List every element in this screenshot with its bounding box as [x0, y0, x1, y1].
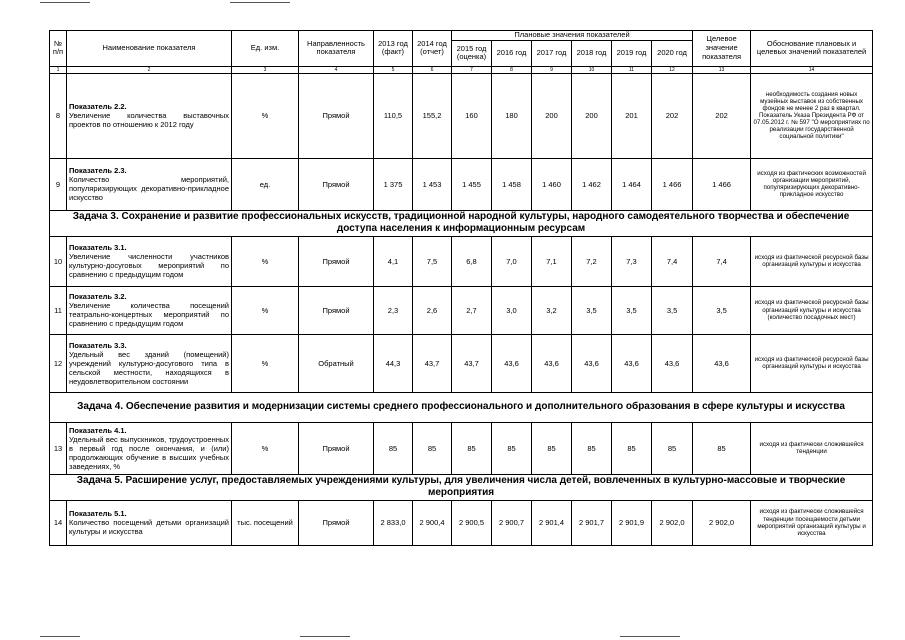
indicator-text: Увеличение количества посещений театрально-концертных мероприятий по сравнению с предыдущим годом [69, 301, 229, 329]
value-cell: 7,2 [572, 236, 612, 286]
indicator-title: Показатель 3.2. [69, 292, 127, 302]
header-2016: 2016 год [492, 40, 532, 66]
value-cell: 110,5 [374, 73, 413, 158]
indicator-row [50, 236, 873, 286]
col-number: 11 [612, 66, 652, 73]
value-cell: 3,5 [612, 286, 652, 334]
header-2019: 2019 год [612, 40, 652, 66]
scan-edge-top-left [40, 2, 90, 3]
indicator-text: Количество посещений детьми организаций культуры и искусства [69, 518, 229, 537]
value-cell: 200 [532, 73, 572, 158]
direction-cell: Прямой [299, 422, 374, 474]
task-row [50, 474, 873, 500]
indicator-text: Увеличение количества выставочных проектов по отношению к 2012 году [69, 111, 229, 130]
unit-cell: % [232, 236, 299, 286]
indicator-row [50, 73, 873, 158]
col-number: 9 [532, 66, 572, 73]
value-cell: 43,6 [492, 334, 532, 392]
basis-cell: исходя из фактической ресурсной базы организаций культуры и искусства [751, 334, 873, 392]
value-cell: 85 [612, 422, 652, 474]
header-direction: Направленность показателя [299, 31, 374, 67]
value-cell: 7,1 [532, 236, 572, 286]
column-number-row [50, 66, 873, 73]
value-cell: 2 902,0 [652, 500, 693, 545]
value-cell: 1 458 [492, 158, 532, 210]
unit-cell: % [232, 422, 299, 474]
task-heading: Задача 4. Обеспечение развития и модернизации системы среднего профессионального и дополнительного образования в сфере культуры и искусства [50, 392, 873, 422]
target-cell: 43,6 [693, 334, 751, 392]
indicator-cell [67, 73, 232, 158]
value-cell: 7,3 [612, 236, 652, 286]
basis-cell: необходимость создания новых музейных выставок из собственных фондов не менее 2 раз в квартал. Показатель Указа Президента РФ от 07.05.2012 г. № 597 "О мероприятиях по реализации государственной социальной политики" [751, 73, 873, 158]
task-row [50, 392, 873, 422]
header-2018: 2018 год [572, 40, 612, 66]
indicator-row [50, 158, 873, 210]
header-unit: Ед. изм. [232, 31, 299, 67]
value-cell: 201 [612, 73, 652, 158]
indicator-title: Показатель 2.2. [69, 102, 127, 112]
indicators-table [49, 30, 873, 546]
value-cell: 3,5 [572, 286, 612, 334]
unit-cell: ед. [232, 158, 299, 210]
target-cell: 1 466 [693, 158, 751, 210]
value-cell: 3,5 [652, 286, 693, 334]
col-number: 4 [299, 66, 374, 73]
value-cell: 43,7 [413, 334, 452, 392]
indicator-text: Количество мероприятий, популяризирующих декоративно-прикладное искусство [69, 175, 229, 203]
value-cell: 7,5 [413, 236, 452, 286]
value-cell: 1 375 [374, 158, 413, 210]
value-cell: 85 [452, 422, 492, 474]
value-cell: 2 901,7 [572, 500, 612, 545]
row-number: 12 [50, 334, 67, 392]
unit-cell: % [232, 286, 299, 334]
value-cell: 2 900,7 [492, 500, 532, 545]
value-cell: 1 464 [612, 158, 652, 210]
header-2013: 2013 год (факт) [374, 31, 413, 67]
value-cell: 85 [572, 422, 612, 474]
indicator-text: Увеличение численности участников культурно-досуговых мероприятий по сравнению с предыдущим годом [69, 252, 229, 280]
value-cell: 2 900,4 [413, 500, 452, 545]
value-cell: 2 901,4 [532, 500, 572, 545]
unit-cell: % [232, 334, 299, 392]
value-cell: 155,2 [413, 73, 452, 158]
indicator-text: Удельный вес зданий (помещений) учреждений культурно-досугового типа в сельской местности, находящихся в неудовлетворительном состоянии [69, 349, 229, 386]
value-cell: 6,8 [452, 236, 492, 286]
indicator-row [50, 286, 873, 334]
value-cell: 1 466 [652, 158, 693, 210]
indicator-cell [67, 500, 232, 545]
indicator-title: Показатель 3.3. [69, 340, 127, 350]
basis-cell: исходя из фактически сложившейся тенденции [751, 422, 873, 474]
indicator-title: Показатель 2.3. [69, 166, 127, 176]
value-cell: 2 833,0 [374, 500, 413, 545]
value-cell: 1 453 [413, 158, 452, 210]
col-number: 7 [452, 66, 492, 73]
indicator-row [50, 422, 873, 474]
header-no: № п/п [50, 31, 67, 67]
row-number: 8 [50, 73, 67, 158]
value-cell: 85 [652, 422, 693, 474]
scan-edge-bottom-right [620, 636, 680, 637]
target-cell: 202 [693, 73, 751, 158]
value-cell: 43,7 [452, 334, 492, 392]
col-number: 10 [572, 66, 612, 73]
header-2020: 2020 год [652, 40, 693, 66]
indicator-title: Показатель 3.1. [69, 243, 127, 253]
indicator-text: Удельный вес выпускников, трудоустроенных в первый год после окончания, и (или) продолжающих обучение в высших учебных заведениях, % [69, 434, 229, 471]
unit-cell: % [232, 73, 299, 158]
task-heading: Задача 3. Сохранение и развитие профессиональных искусств, традиционной народной культуры, народного самодеятельного творчества и обеспечение доступа населения к информационным ресурсам [50, 210, 873, 236]
row-number: 9 [50, 158, 67, 210]
value-cell: 43,6 [652, 334, 693, 392]
col-number: 5 [374, 66, 413, 73]
header-target: Целевое значение показателя [693, 31, 751, 67]
value-cell: 85 [413, 422, 452, 474]
value-cell: 85 [532, 422, 572, 474]
row-number: 11 [50, 286, 67, 334]
indicator-cell [67, 236, 232, 286]
basis-cell: исходя из фактической ресурсной базы организаций культуры и искусства [751, 236, 873, 286]
col-number: 14 [751, 66, 873, 73]
header-2014: 2014 год (отчет) [413, 31, 452, 67]
direction-cell: Обратный [299, 334, 374, 392]
col-number: 1 [50, 66, 67, 73]
indicator-row [50, 500, 873, 545]
value-cell: 3,0 [492, 286, 532, 334]
value-cell: 7,4 [652, 236, 693, 286]
value-cell: 1 455 [452, 158, 492, 210]
value-cell: 4,1 [374, 236, 413, 286]
col-number: 12 [652, 66, 693, 73]
row-number: 10 [50, 236, 67, 286]
task-heading: Задача 5. Расширение услуг, предоставляемых учреждениями культуры, для увеличения числа детей, вовлеченных в культурно-массовые и творческие мероприятия [50, 474, 873, 500]
value-cell: 2,7 [452, 286, 492, 334]
col-number: 3 [232, 66, 299, 73]
indicator-cell [67, 422, 232, 474]
row-number: 13 [50, 422, 67, 474]
col-number: 8 [492, 66, 532, 73]
value-cell: 202 [652, 73, 693, 158]
unit-cell: тыс. посещений [232, 500, 299, 545]
header-basis: Обоснование плановых и целевых значений показателей [751, 31, 873, 67]
value-cell: 85 [492, 422, 532, 474]
task-row [50, 210, 873, 236]
value-cell: 2,6 [413, 286, 452, 334]
header-2015: 2015 год (оценка) [452, 40, 492, 66]
value-cell: 1 462 [572, 158, 612, 210]
target-cell: 85 [693, 422, 751, 474]
value-cell: 43,6 [532, 334, 572, 392]
indicator-title: Показатель 4.1. [69, 425, 127, 435]
value-cell: 43,6 [612, 334, 652, 392]
direction-cell: Прямой [299, 158, 374, 210]
basis-cell: исходя из фактической ресурсной базы организаций культуры и искусства (количество посадочных мест) [751, 286, 873, 334]
value-cell: 3,2 [532, 286, 572, 334]
basis-cell: исходя из фактически сложившейся тенденции посещаемости детьми мероприятий организаций культуры и искусства [751, 500, 873, 545]
indicator-cell [67, 286, 232, 334]
header-planned: Плановые значения показателей [452, 31, 693, 41]
row-number: 14 [50, 500, 67, 545]
indicator-cell [67, 158, 232, 210]
direction-cell: Прямой [299, 286, 374, 334]
target-cell: 7,4 [693, 236, 751, 286]
col-number: 6 [413, 66, 452, 73]
value-cell: 200 [572, 73, 612, 158]
value-cell: 2 900,5 [452, 500, 492, 545]
direction-cell: Прямой [299, 73, 374, 158]
target-cell: 2 902,0 [693, 500, 751, 545]
value-cell: 7,0 [492, 236, 532, 286]
scan-edge-bottom-left [40, 636, 80, 637]
header-name: Наименование показателя [67, 31, 232, 67]
direction-cell: Прямой [299, 236, 374, 286]
scan-edge-bottom-mid [300, 636, 350, 637]
indicator-cell [67, 334, 232, 392]
value-cell: 180 [492, 73, 532, 158]
target-cell: 3,5 [693, 286, 751, 334]
col-number: 2 [67, 66, 232, 73]
value-cell: 2,3 [374, 286, 413, 334]
indicator-title: Показатель 5.1. [69, 509, 127, 519]
col-number: 13 [693, 66, 751, 73]
indicator-row [50, 334, 873, 392]
value-cell: 85 [374, 422, 413, 474]
value-cell: 44,3 [374, 334, 413, 392]
value-cell: 2 901,9 [612, 500, 652, 545]
basis-cell: исходя из фактических возможностей организации мероприятий, популяризирующих декоративно-прикладное искусство [751, 158, 873, 210]
value-cell: 160 [452, 73, 492, 158]
header-2017: 2017 год [532, 40, 572, 66]
value-cell: 43,6 [572, 334, 612, 392]
value-cell: 1 460 [532, 158, 572, 210]
scan-edge-top-mid [230, 2, 290, 3]
direction-cell: Прямой [299, 500, 374, 545]
